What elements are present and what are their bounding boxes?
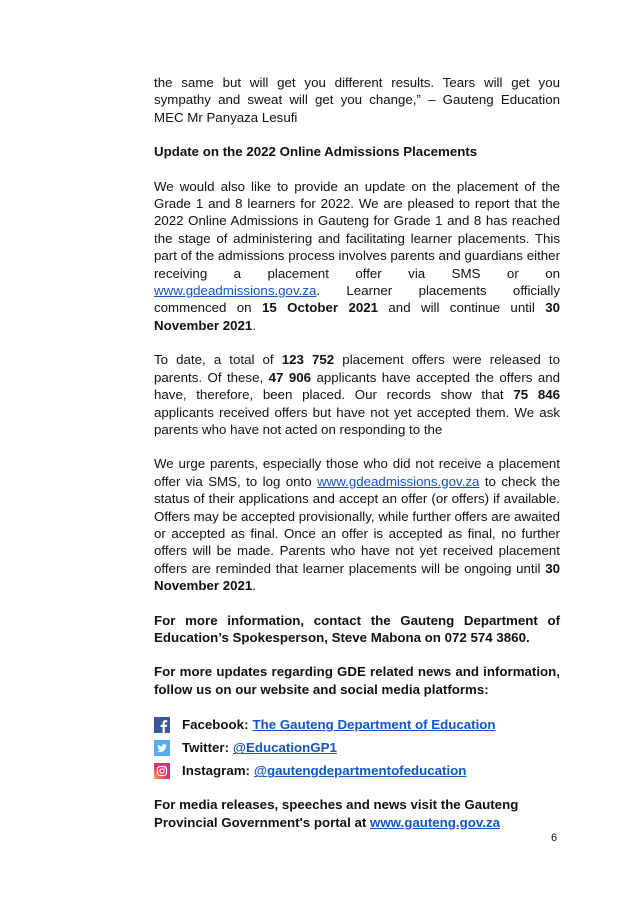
p2-text-a: To date, a total of <box>154 352 282 368</box>
social-row-twitter <box>154 737 560 759</box>
instagram-label: Instagram: <box>182 763 250 779</box>
twitter-icon[interactable] <box>154 740 170 756</box>
page-number: 6 <box>551 832 558 844</box>
instagram-icon[interactable] <box>154 763 170 779</box>
gdeadmissions-link-1[interactable]: www.gdeadmissions.gov.za <box>154 283 317 299</box>
start-date: 15 October 2021 <box>261 300 379 316</box>
portal-text: For media releases, speeches and news visit the Gauteng Provincial Government's portal at <box>154 797 519 830</box>
p1-text-b: . Learner placements officially commenced on <box>154 283 560 316</box>
gdeadmissions-link-2[interactable]: www.gdeadmissions.gov.za <box>317 473 480 489</box>
total-offers: 123 752 <box>281 352 335 368</box>
p1-text-a: We would also like to provide an update on the placement of the Grade 1 and 8 learners for 2022. We are pleased to report that the 2022 Online Admissions in Gauteng for Grade 1 and 8 has reached the stage of administering and facilitating learner placements. This part of the admissions process involves parents and guardians either receiving a placement offer via SMS or on <box>154 178 560 281</box>
page-content <box>154 74 560 831</box>
final-date: 30 November 2021 <box>154 560 560 594</box>
p3-text-b: to check the status of their applications and accept an offer (or offers) if available. Offers may be accepted provisionally, while further offers are awaited or accepted as final. Once an offer is accepted as final, no further offers will be made. Parents who have not yet received placement offers are reminded that learner placements will be ongoing until <box>154 473 560 576</box>
quote-paragraph <box>154 74 560 126</box>
facebook-label: Facebook: <box>182 717 249 733</box>
p3-text-a: We urge parents, especially those who did not receive a placement offer via SMS, to log onto <box>154 456 560 489</box>
p3-text-c: . <box>252 578 257 594</box>
p1-text-c: and will continue until <box>378 300 546 316</box>
instagram-link[interactable]: @gautengdepartmentofeducation <box>253 763 467 779</box>
placement-paragraph-1 <box>154 178 560 335</box>
gauteng-portal-link[interactable]: www.gauteng.gov.za <box>369 814 501 830</box>
quote-text: the same but will get you different results. Tears will get you sympathy and sweat will get you change,” – Gauteng Education MEC Mr Panyaza Lesufi <box>154 75 560 125</box>
twitter-link[interactable]: @EducationGP1 <box>233 740 337 756</box>
facebook-link[interactable]: The Gauteng Department of Education <box>252 717 496 733</box>
end-date: 30 November 2021 <box>154 300 560 333</box>
not-accepted-count: 75 846 <box>513 387 560 403</box>
placement-paragraph-3 <box>154 455 560 594</box>
twitter-label: Twitter: <box>182 740 230 756</box>
p2-text-b: placement offers were released to parents. Of these, <box>154 352 560 385</box>
portal-paragraph <box>154 796 560 831</box>
p2-text-d: applicants received offers but have not yet accepted them. We ask parents who have not acted on responding to the <box>154 404 560 437</box>
accepted-count: 47 906 <box>268 369 312 385</box>
placement-paragraph-2 <box>154 351 560 438</box>
section-heading: Update on the 2022 Online Admissions Placements <box>154 144 478 160</box>
p1-text-d: . <box>252 317 257 333</box>
contact-paragraph: For more information, contact the Gauteng Department of Education’s Spokesperson, Steve Mabona on 072 574 3860. <box>154 612 560 645</box>
social-row-facebook <box>154 714 560 736</box>
social-row-instagram <box>154 760 560 782</box>
updates-paragraph: For more updates regarding GDE related news and information, follow us on our website and social media platforms: <box>154 664 560 697</box>
facebook-icon[interactable] <box>154 717 170 733</box>
p2-text-c: applicants have accepted the offers and have, therefore, been placed. Our records show that <box>154 369 561 403</box>
social-links <box>154 714 560 782</box>
